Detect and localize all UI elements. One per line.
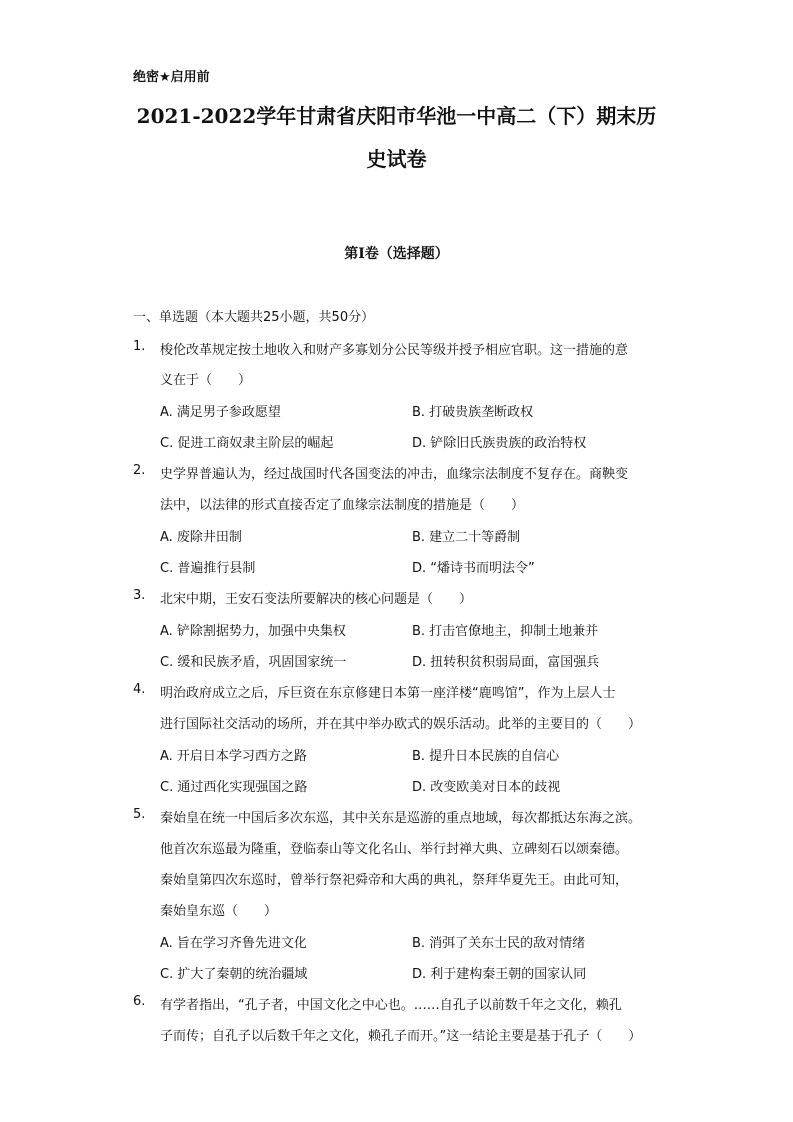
question-number: 4. <box>133 682 146 697</box>
option-a: A. 铲除割据势力，加强中央集权 <box>160 624 346 639</box>
option-d: D. 铲除旧氏族贵族的政治特权 <box>412 436 587 451</box>
option-b: B. 消弭了关东士民的敌对情绪 <box>412 936 586 951</box>
question-number: 6. <box>133 994 146 1009</box>
option-b: B. 打击官僚地主，抑制土地兼并 <box>412 624 599 639</box>
question-text: 北宋中期，王安石变法所要解决的核心问题是（ ） <box>160 592 473 607</box>
question-text: 子而传；自孔子以后数千年之文化，赖孔子而开。”这一结论主要是基于孔子（ ） <box>160 1029 642 1044</box>
option-c: C. 普遍推行县制 <box>160 561 256 576</box>
question-text: 秦始皇第四次东巡时，曾举行祭祀舜帝和大禹的典礼，祭拜华夏先王。由此可知， <box>160 873 629 888</box>
question-text: 法中，以法律的形式直接否定了血缘宗法制度的措施是（ ） <box>160 498 525 513</box>
question-number: 1. <box>133 339 146 354</box>
question-number: 5. <box>133 807 146 822</box>
question-text: 进行国际社交活动的场所，并在其中举办欧式的娱乐活动。此举的主要目的（ ） <box>160 717 642 732</box>
question-number: 2. <box>133 463 146 478</box>
option-a: A. 开启日本学习西方之路 <box>160 749 307 764</box>
option-a: A. 旨在学习齐鲁先进文化 <box>160 936 307 951</box>
option-c: C. 缓和民族矛盾，巩固国家统一 <box>160 655 347 670</box>
volume-heading: 第Ⅰ卷（选择题） <box>344 246 449 262</box>
option-d: D. 利于建构秦王朝的国家认同 <box>412 967 587 982</box>
option-c: C. 促进工商奴隶主阶层的崛起 <box>160 436 334 451</box>
option-c: C. 通过西化实现强国之路 <box>160 780 308 795</box>
question-text: 义在于（ ） <box>160 373 252 388</box>
exam-title-line2: 史试卷 <box>366 147 427 171</box>
question-text: 明治政府成立之后，斥巨资在东京修建日本第一座洋楼“鹿鸣馆”，作为上层人士 <box>160 686 616 701</box>
question-text: 他首次东巡最为隆重，登临泰山等文化名山、举行封禅大典、立碑刻石以颂秦德。 <box>160 842 629 857</box>
option-b: B. 提升日本民族的自信心 <box>412 749 560 764</box>
option-d: D. 改变欧美对日本的歧视 <box>412 780 561 795</box>
option-a: A. 废除井田制 <box>160 530 242 545</box>
option-a: A. 满足男子参政愿望 <box>160 405 281 420</box>
option-d: D. 扭转积贫积弱局面，富国强兵 <box>412 655 600 670</box>
option-d: D. “燔诗书而明法令” <box>412 561 535 576</box>
question-text: 有学者指出，“孔子者，中国文化之中心也。……自孔子以前数千年之文化，赖孔 <box>160 998 622 1013</box>
option-b: B. 建立二十等爵制 <box>412 530 521 545</box>
question-text: 梭伦改革规定按土地收入和财产多寡划分公民等级并授予相应官职。这一措施的意 <box>160 343 629 358</box>
question-text: 秦始皇在统一中国后多次东巡，其中关东是巡游的重点地域，每次都抵达东海之滨。 <box>160 811 642 826</box>
exam-title-line1: 2021-2022学年甘肃省庆阳市华池一中高二（下）期末历 <box>136 104 657 128</box>
question-number: 3. <box>133 588 146 603</box>
question-text: 秦始皇东巡（ ） <box>160 904 278 919</box>
question-text: 史学界普遍认为，经过战国时代各国变法的冲击，血缘宗法制度不复存在。商鞅变 <box>160 467 629 482</box>
section-heading: 一、单选题（本大题共25小题，共50分） <box>133 310 375 325</box>
option-c: C. 扩大了秦朝的统治疆域 <box>160 967 308 982</box>
confidential-label: 绝密★启用前 <box>133 70 210 85</box>
option-b: B. 打破贵族垄断政权 <box>412 405 534 420</box>
